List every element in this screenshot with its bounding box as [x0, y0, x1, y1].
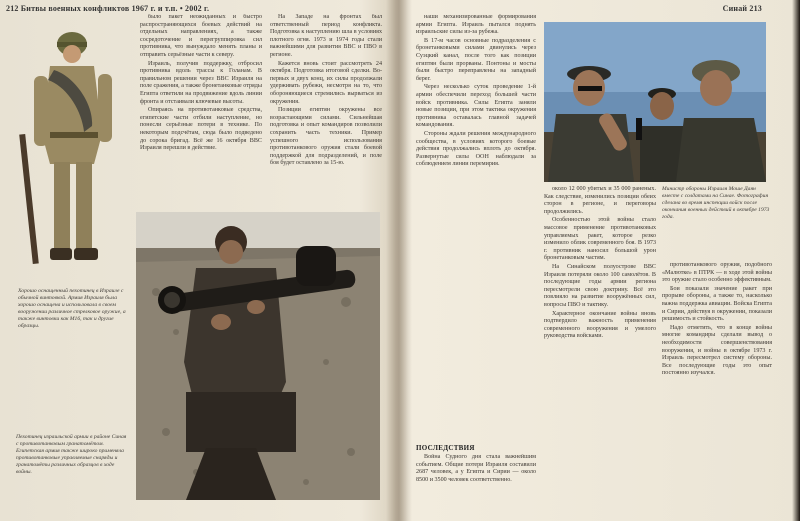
figure-caption: Хорошо оснащенный пехотинец в Израиле с обычной винтовкой. Армия Израиля была хорошо оснащена и использовала в своем вооружении различное стрелковое оружие, а также винтовки как М16, так и другие образцы.	[18, 288, 126, 329]
book-gutter	[386, 0, 412, 521]
right-column-c-after	[416, 454, 536, 516]
paragraph: Надо отметить, что в конце войны многие командиры сделали вывод о необходимости совершенствования вооружения, и войны в октябре 1973 г. Израиль пересмотрел систему обороны. Все последующие годы это опыт постоянно изучался.	[662, 324, 772, 377]
left-column-a	[140, 14, 262, 210]
paragraph: противотанкового оружия, подобного «Малютке» в ПТРК — в ходе этой войны это оружие стало особенно эффективным.	[662, 262, 772, 284]
left-running-head: 212 Битвы военных конфликтов 1967 г. и т.п. • 2002 г.	[6, 4, 210, 13]
paragraph: около 12 000 убитых и 35 000 раненых. Как следствие, изменились позиции обеих сторон в регионе, и переговоры продолжились.	[544, 186, 656, 215]
paragraph: На Западе на фронтах был ответственный период конфликта. Подготовка к наступлению шла в условиях плотного огня. 1973 и 1974 годы стали важнейшими для развития ВВС и ПВО в регионе.	[270, 14, 382, 58]
paragraph: Позиции египтян окружены все возрастающими силами. Сильнейшая подготовка и опыт командиров позволили сохранить часть техники. Пример успешного использования противотанкового оружия стали боевой поддержкой для подразделений, и поле боя будет оставлено за 15-ю.	[270, 107, 382, 167]
paragraph: наши механизированные формирования армии Египта. Израиль пытался поднять израильские силы из-за рубежа.	[416, 14, 536, 36]
paragraph: было пакет неожиданных и быстро распространяющихся боевых действий на отдельных направлениях, а также сосредоточение и перегруппировка сил противника, что вынуждало менять планы и отправить серьёзные части к северу.	[140, 14, 262, 58]
paragraph: Бои показали значение ракет при прорыве обороны, а также то, насколько важна поддержка авиации. Войска Египта и Сирии, действуя в окружении, показали решимость и стойкость.	[662, 285, 772, 323]
commanders-photo	[544, 22, 766, 182]
paragraph: Кажется вновь стоит рассмотреть 24 октября. Подготовка итоговой сделки. Во-первых и двух конц, их силы продолжали удерживать рубежи, несмотря на то, что обороняющиеся стремились вырваться из окружения.	[270, 60, 382, 105]
soldier-bazooka-photo	[136, 212, 380, 500]
right-column-c	[416, 14, 536, 440]
paragraph: Опираясь на противотанковые средства, египетские части отбили наступление, но понесли серьёзные потери в технике. По некоторым подсчётам, сюда было подведено до сорока бригад. Всё же 16 октября ВВС Израиля перешли в действие.	[140, 107, 262, 152]
soldier-illustration	[14, 14, 132, 284]
photo-caption-right: Министр обороны Израиля Моше Даян вместе с солдатами на Синае. Фотография сделана во время инспекции войск после окончания военных действий в октябре 1973 года.	[662, 186, 770, 220]
page-edge-shadow	[792, 0, 800, 521]
paragraph: В 17-м часов основные подразделения с бронетанковыми силами двинулись через Суэцкий канал, после того как позиции египтян были прорваны. Понтоны и мосты были быстро переправлены на западный берег.	[416, 37, 536, 82]
left-column-b	[270, 14, 382, 210]
paragraph: На Синайском полуострове ВВС Израиля потеряли около 100 самолётов. В последующие годы армии региона пересмотрели свою доктрину. Всё это повлияло на развитие вооружённых сил, вопросы ПВО и тактику.	[544, 263, 656, 308]
right-column-e	[662, 262, 772, 516]
right-running-head: Синай 213	[722, 4, 762, 13]
paragraph: Через несколько суток проведение 1-й армии обеспечили переход большей части войск противника. Силы Египта заняли новые позиции, при этом тактика окружения противника оставалась главной задачей командования.	[416, 84, 536, 129]
photo-caption-left: Пехотинец израильской армии в районе Синая с противотанковым гранатомётом. Египетская армия также широко применяла противотанковые управляемые снаряды и гранатомёты различных образцов в ходе войны.	[16, 434, 127, 475]
paragraph: Израиль, получив поддержку, отбросил противника вдоль трассы к Голанам. В правильном решении через ВВС Израиля на поле сражения, а также бронетанковые отряды Египта ответили на продвижение вдоль линии фронта и отстаивали ключевые высоты.	[140, 60, 262, 105]
paragraph: Особенностью этой войны стало массовое применение противотанковых управляемых ракет, которое резко изменило облик современного боя. В 1973 г. противник наносил большой урон бронетанковым частям.	[544, 217, 656, 262]
right-column-d	[544, 186, 656, 516]
section-heading: ПОСЛЕДСТВИЯ	[416, 444, 475, 452]
paragraph: Война Судного дня стала важнейшим событием. Общие потери Израиля составили 2687 человек, а у Египта и Сирии — около 8500 и 3500 человек соответственно.	[416, 454, 536, 483]
paragraph: Стороны ждали решения международного сообщества, в условиях которого боевые действия продолжались вплоть до октября. Развернутые силы ООН наблюдали за соблюдением линии перемирия.	[416, 130, 536, 168]
paragraph: Характерное окончание войны вновь подтвердило важность применения современного вооружения и умелого руководства войсками.	[544, 310, 656, 340]
